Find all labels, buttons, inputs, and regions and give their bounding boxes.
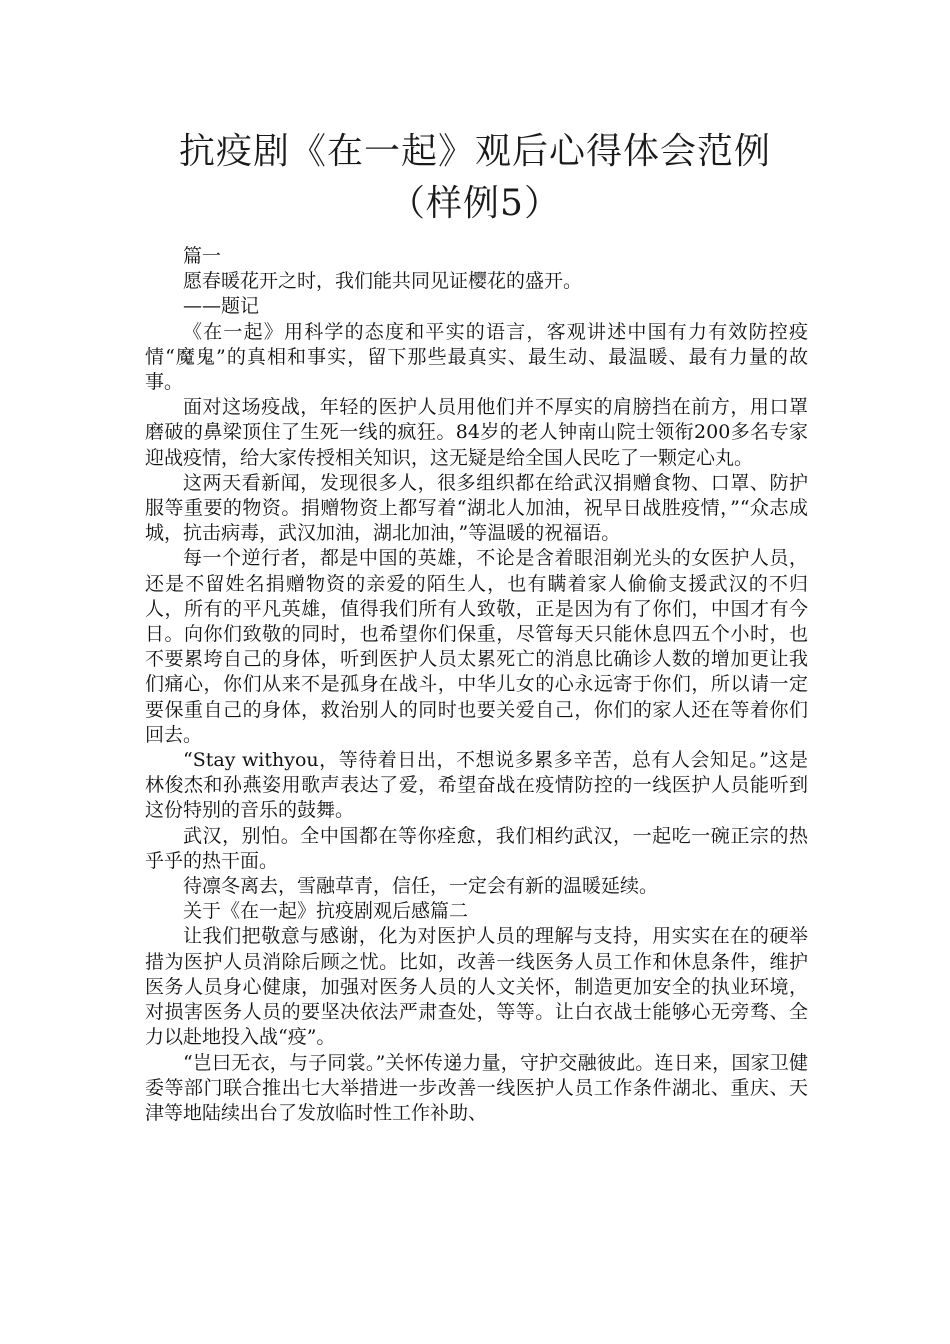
epigraph-attribution: ——题记 — [183, 295, 260, 318]
body-paragraph: “岂曰无衣，与子同裳。”关怀传递力量，守护交融彼此。连日来，国家卫健委等部门联合推出七大举措进一步改善一线医护人员工作条件湖北、重庆、天津等地陆续出台了发放临时性工作补助、 — [145, 1051, 808, 1124]
body-paragraph: 让我们把敬意与感谢，化为对医护人员的理解与支持，用实实在在的硬举措为医护人员消除后顾之忧。比如，改善一线医务人员工作和休息条件，维护医务人员身心健康，加强对医务人员的人文关怀，制造更加安全的执业环境，对损害医务人员的要坚决依法严肃查处，等等。让白衣战士能够心无旁骛、全力以赴地投入战“疫”。 — [145, 925, 808, 1049]
epigraph: 愿春暖花开之时，我们能共同见证樱花的盛开。 — [183, 270, 583, 293]
section-heading: 篇一 — [183, 245, 222, 267]
body-paragraph: 这两天看新闻，发现很多人，很多组织都在给武汉捐赠食物、口罩、防护服等重要的物资。捐赠物资上都写着“湖北人加油，祝早日战胜疫情，”“众志成城，抗击病毒，武汉加油，湖北加油，”等温暖的祝福语。 — [145, 471, 808, 545]
body-paragraph: 待凛冬离去，雪融草青，信任，一定会有新的温暖延续。 — [183, 875, 659, 898]
body-paragraph: 面对这场疫战，年轻的医护人员用他们并不厚实的肩膀挡在前方，用口罩磨破的鼻梁顶住了生死一线的疯狂。84岁的老人钟南山院士领衔200多名专家迎战疫情，给大家传授相关知识，这无疑是给全国人民吃了一颗定心丸。 — [145, 396, 808, 469]
section-heading: 关于《在一起》抗疫剧观后感篇二 — [183, 900, 469, 923]
document-body — [145, 244, 808, 1126]
body-paragraph: 武汉，别怕。全中国都在等你痊愈，我们相约武汉，一起吃一碗正宗的热乎乎的热干面。 — [145, 824, 808, 872]
document-title: 抗疫剧《在一起》观后心得体会范例（样例5） — [178, 131, 771, 224]
body-paragraph: “Stay withyou，等待着日出，不想说多累多辛苦，总有人会知足。”这是林俊杰和孙燕姿用歌声表达了爱，希望奋战在疫情防控的一线医护人员能听到这份特别的音乐的鼓舞。 — [145, 749, 808, 822]
body-paragraph: 每一个逆行者，都是中国的英雄，不论是含着眼泪剃光头的女医护人员，还是不留姓名捐赠物资的亲爱的陌生人，也有瞒着家人偷偷支援武汉的不归人，所有的平凡英雄，值得我们所有人致敬，正是因为有了你们，中国才有今日。向你们致敬的同时，也希望你们保重，尽管每天只能休息四五个小时，也不要累垮自己的身体，听到医护人员太累死亡的消息比确诊人数的增加更让我们痛心，你们从来不是孤身在战斗，中华儿女的心永远寄于你们，所以请一定要保重自己的身体，救治别人的同时也要关爱自己，你们的家人还在等着你们回去。 — [145, 547, 808, 746]
body-paragraph: 《在一起》用科学的态度和平实的语言，客观讲述中国有力有效防控疫情“魔鬼”的真相和事实，留下那些最真实、最生动、最温暖、最有力量的故事。 — [145, 320, 808, 394]
